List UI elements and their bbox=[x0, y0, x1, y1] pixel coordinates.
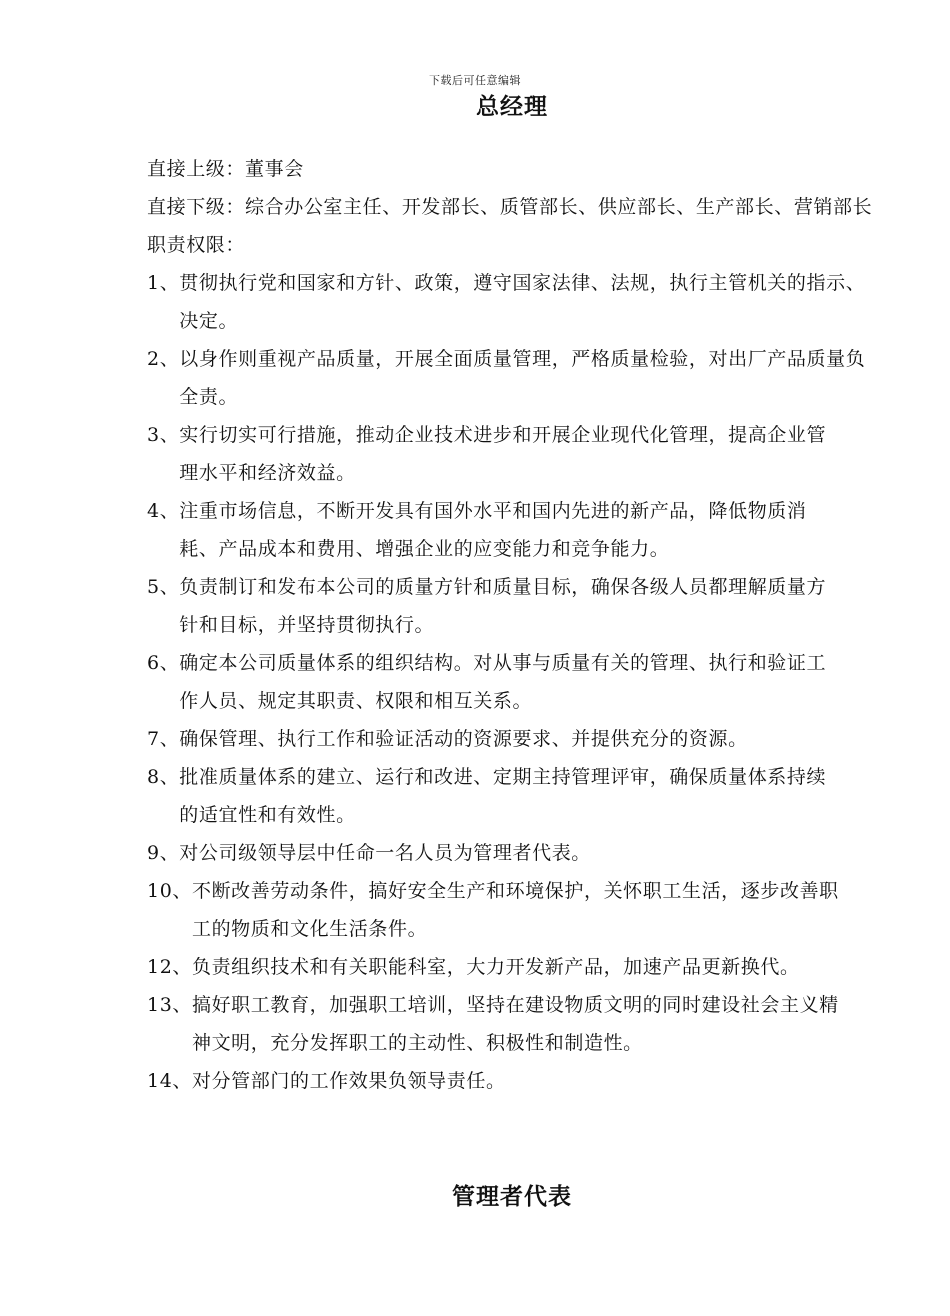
section-body bbox=[147, 150, 887, 1100]
duty-number: 13、 bbox=[147, 994, 192, 1016]
direct-superior-label: 直接上级： bbox=[147, 158, 246, 180]
duty-item bbox=[147, 644, 887, 720]
duty-number: 6、 bbox=[147, 652, 180, 674]
duty-item bbox=[147, 340, 887, 416]
duty-number: 7、 bbox=[147, 728, 180, 750]
duty-item bbox=[147, 568, 887, 644]
duty-item bbox=[147, 416, 887, 492]
duty-text: 对分管部门的工作效果负领导责任。 bbox=[191, 1070, 506, 1092]
duty-item bbox=[147, 1062, 887, 1100]
duties-list bbox=[147, 264, 887, 1100]
duty-item bbox=[147, 758, 887, 834]
duty-number: 9、 bbox=[147, 842, 180, 864]
duty-item bbox=[147, 264, 887, 340]
duty-number: 5、 bbox=[147, 576, 180, 598]
direct-superior-row bbox=[147, 150, 887, 188]
duty-text: 以身作则重视产品质量，开展全面质量管理，严格质量检验，对出厂产品质量负全责。 bbox=[179, 348, 866, 408]
duty-number: 4、 bbox=[147, 500, 180, 522]
direct-subordinate-value: 综合办公室主任、开发部长、质管部长、供应部长、生产部长、营销部长 bbox=[245, 196, 873, 218]
duty-text: 负责组织技术和有关职能科室，大力开发新产品，加速产品更新换代。 bbox=[191, 956, 800, 978]
duty-text: 批准质量体系的建立、运行和改进、定期主持管理评审，确保质量体系持续的适宜性和有效性。 bbox=[179, 766, 827, 826]
duty-item bbox=[147, 986, 887, 1062]
direct-subordinate-row bbox=[147, 188, 887, 226]
duty-text: 贯彻执行党和国家和方针、政策，遵守国家法律、法规，执行主管机关的指示、决定。 bbox=[179, 272, 866, 332]
duties-heading: 职责权限： bbox=[147, 234, 246, 256]
section-title-general-manager: 总经理 bbox=[476, 94, 548, 120]
duty-text: 负责制订和发布本公司的质量方针和质量目标，确保各级人员都理解质量方针和目标，并坚持贯彻执行。 bbox=[179, 576, 827, 636]
duty-item bbox=[147, 492, 887, 568]
direct-superior-value: 董事会 bbox=[245, 158, 304, 180]
duty-number: 3、 bbox=[147, 424, 180, 446]
duty-text: 注重市场信息，不断开发具有国外水平和国内先进的新产品，降低物质消耗、产品成本和费用、增强企业的应变能力和竞争能力。 bbox=[179, 500, 807, 560]
duty-text: 对公司级领导层中任命一名人员为管理者代表。 bbox=[179, 842, 591, 864]
duty-text: 实行切实可行措施，推动企业技术进步和开展企业现代化管理，提高企业管理水平和经济效益。 bbox=[179, 424, 827, 484]
duty-number: 10、 bbox=[147, 880, 192, 902]
duty-number: 14、 bbox=[147, 1070, 192, 1092]
section-title-management-representative: 管理者代表 bbox=[452, 1184, 572, 1210]
duty-text: 确定本公司质量体系的组织结构。对从事与质量有关的管理、执行和验证工作人员、规定其职责、权限和相互关系。 bbox=[179, 652, 827, 712]
duty-text: 不断改善劳动条件，搞好安全生产和环境保护，关怀职工生活，逐步改善职工的物质和文化生活条件。 bbox=[191, 880, 839, 940]
direct-subordinate-label: 直接下级： bbox=[147, 196, 246, 218]
duty-text: 确保管理、执行工作和验证活动的资源要求、并提供充分的资源。 bbox=[179, 728, 748, 750]
duty-item bbox=[147, 948, 887, 986]
duty-number: 2、 bbox=[147, 348, 180, 370]
duty-text: 搞好职工教育，加强职工培训，坚持在建设物质文明的同时建设社会主义精神文明，充分发挥职工的主动性、积极性和制造性。 bbox=[191, 994, 839, 1054]
duty-item bbox=[147, 834, 887, 872]
duty-number: 12、 bbox=[147, 956, 192, 978]
duty-item bbox=[147, 872, 887, 948]
duty-number: 1、 bbox=[147, 272, 180, 294]
watermark-text: 下载后可任意编辑 bbox=[429, 74, 521, 87]
duty-item bbox=[147, 720, 887, 758]
duty-number: 8、 bbox=[147, 766, 180, 788]
